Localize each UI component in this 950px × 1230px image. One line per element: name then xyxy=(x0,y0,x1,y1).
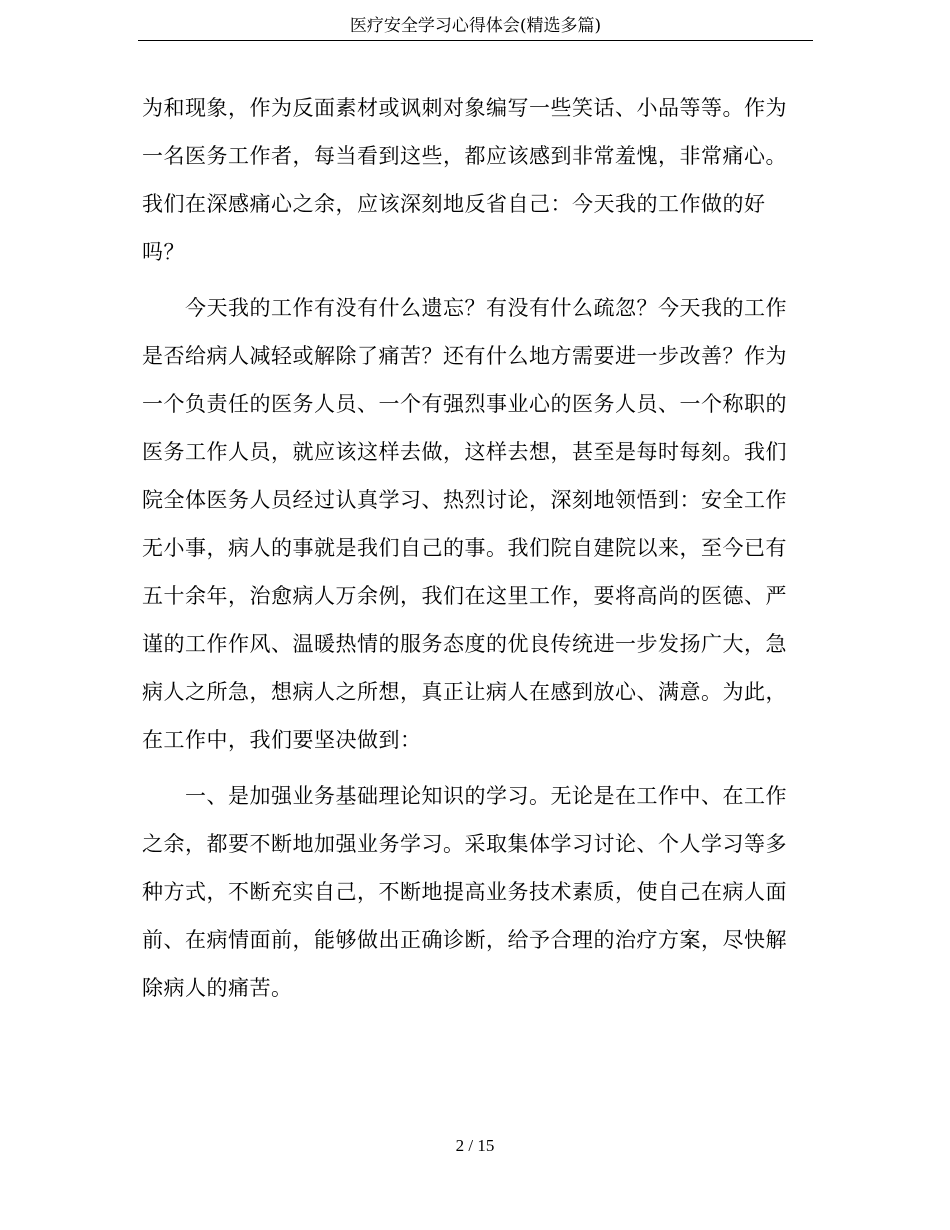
text-line: 前、在病情面前，能够做出正确诊断，给予合理的治疗方案，尽快解 xyxy=(142,928,787,952)
paragraph-first-line: 今天我的工作有没有什么遗忘？有没有什么疏忽？今天我的工作 xyxy=(185,296,787,320)
text-line: 是否给病人减轻或解除了痛苦？还有什么地方需要进一步改善？作为 xyxy=(142,344,787,368)
text-line: 一名医务工作者，每当看到这些，都应该感到非常羞愧，非常痛心。 xyxy=(142,144,787,168)
text-line: 为和现象，作为反面素材或讽刺对象编写一些笑话、小品等等。作为 xyxy=(142,96,787,120)
text-line: 我们在深感痛心之余，应该深刻地反省自己：今天我的工作做的好 xyxy=(142,192,766,216)
page-number: 2 / 15 xyxy=(455,1136,495,1155)
text-line: 五十余年，治愈病人万余例，我们在这里工作，要将高尚的医德、严 xyxy=(142,584,787,608)
text-line: 谨的工作作风、温暖热情的服务态度的优良传统进一步发扬广大，急 xyxy=(142,632,787,656)
text-line: 吗？ xyxy=(142,240,185,264)
text-line: 除病人的痛苦。 xyxy=(142,976,293,1000)
document-title: 医疗安全学习心得体会(精选多篇) xyxy=(349,16,602,36)
paragraph-first-line: 一、是加强业务基础理论知识的学习。无论是在工作中、在工作 xyxy=(185,784,787,808)
text-line: 院全体医务人员经过认真学习、热烈讨论，深刻地领悟到：安全工作 xyxy=(142,488,787,512)
page-header xyxy=(138,14,813,41)
text-line: 种方式，不断充实自己，不断地提高业务技术素质，使自己在病人面 xyxy=(142,880,787,904)
text-line: 病人之所急，想病人之所想，真正让病人在感到放心、满意。为此， xyxy=(142,680,787,704)
text-line: 医务工作人员，就应该这样去做，这样去想，甚至是每时每刻。我们 xyxy=(142,440,787,464)
text-line: 无小事，病人的事就是我们自己的事。我们院自建院以来，至今已有 xyxy=(142,536,787,560)
text-line: 在工作中，我们要坚决做到： xyxy=(142,728,422,752)
text-line: 之余，都要不断地加强业务学习。采取集体学习讨论、个人学习等多 xyxy=(142,832,787,856)
document-body xyxy=(142,84,798,1012)
text-line: 一个负责任的医务人员、一个有强烈事业心的医务人员、一个称职的 xyxy=(142,392,787,416)
